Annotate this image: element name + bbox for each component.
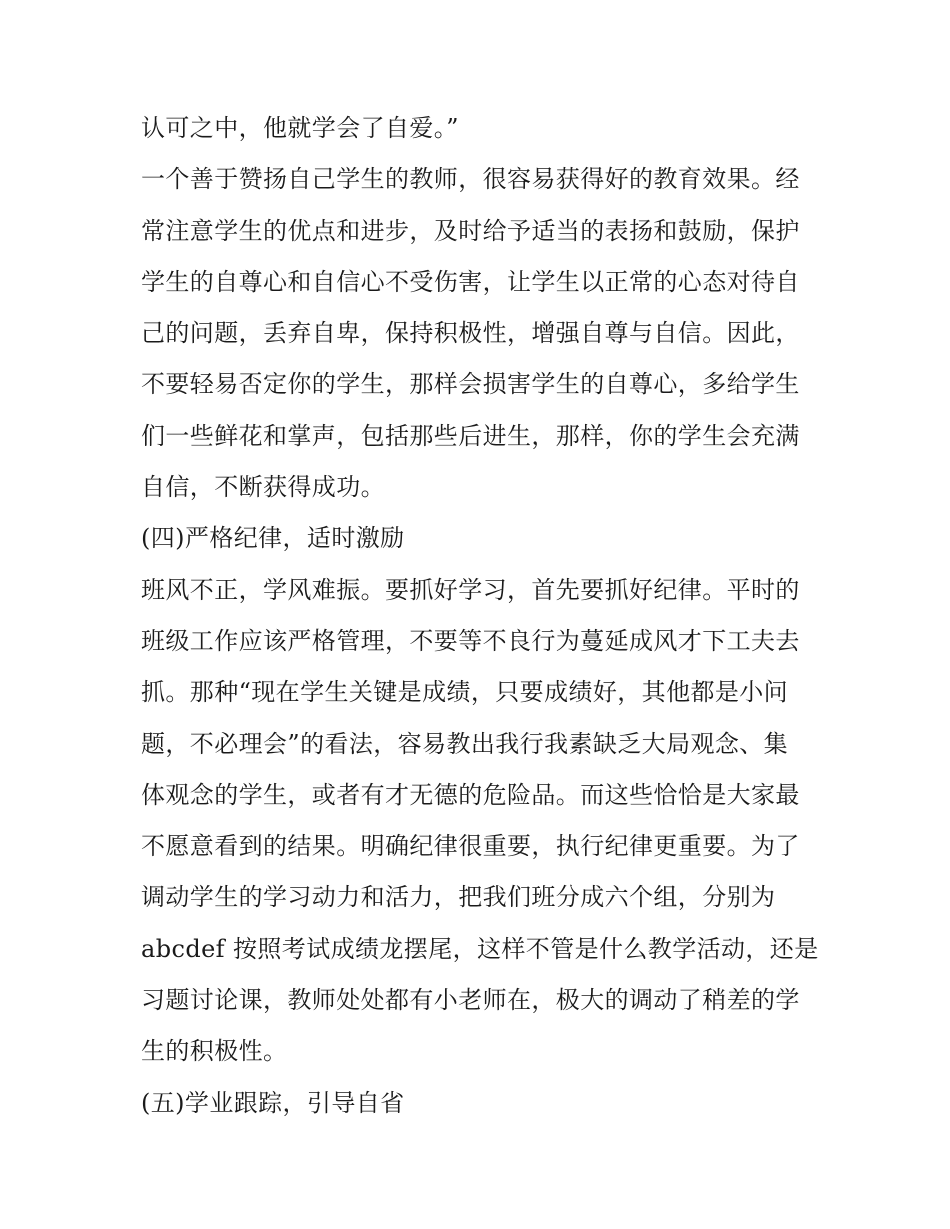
text-line: 体观念的学生，或者有才无德的危险品。而这些恰恰是大家最: [141, 780, 800, 809]
document-body: [141, 108, 819, 1134]
text-line: 抓。那种“现在学生关键是成绩，只要成绩好，其他都是小问: [141, 678, 789, 707]
text-line: 班风不正，学风难振。要抓好学习，首先要抓好纪律。平时的: [141, 575, 800, 604]
text-line: 常注意学生的优点和进步，及时给予适当的表扬和鼓励，保护: [141, 216, 800, 245]
text-line: 题，不必理会”的看法，容易教出我行我素缺乏大局观念、集: [141, 729, 789, 758]
section-heading: (四)严格纪律，适时激励: [141, 524, 405, 553]
text-line: 不要轻易否定你的学生，那样会损害学生的自尊心，多给学生: [141, 370, 800, 399]
section-heading: (五)学业跟踪，引导自省: [141, 1088, 405, 1117]
text-line: 习题讨论课，教师处处都有小老师在，极大的调动了稍差的学: [141, 986, 800, 1015]
text-line: 认可之中，他就学会了自爱。”: [141, 114, 459, 142]
text-line: 班级工作应该严格管理，不要等不良行为蔓延成风才下工夫去: [141, 626, 800, 655]
text-line: 们一些鲜花和掌声，包括那些后进生，那样，你的学生会充满: [141, 421, 800, 450]
text-line: 不愿意看到的结果。明确纪律很重要，执行纪律更重要。为了: [141, 832, 800, 861]
text-line: 自信，不断获得成功。: [141, 473, 385, 502]
text-line: 生的积极性。: [141, 1037, 288, 1066]
text-line: 调动学生的学习动力和活力，把我们班分成六个组，分别为: [141, 883, 776, 912]
text-line: 一个善于赞扬自己学生的教师，很容易获得好的教育效果。经: [141, 165, 800, 194]
text-line: 学生的自尊心和自信心不受伤害，让学生以正常的心态对待自: [141, 267, 800, 296]
text-line: 己的问题，丢弃自卑，保持积极性，增强自尊与自信。因此，: [141, 319, 800, 348]
text-line: abcdef 按照考试成绩龙摆尾，这样不管是什么教学活动，还是: [141, 934, 819, 963]
